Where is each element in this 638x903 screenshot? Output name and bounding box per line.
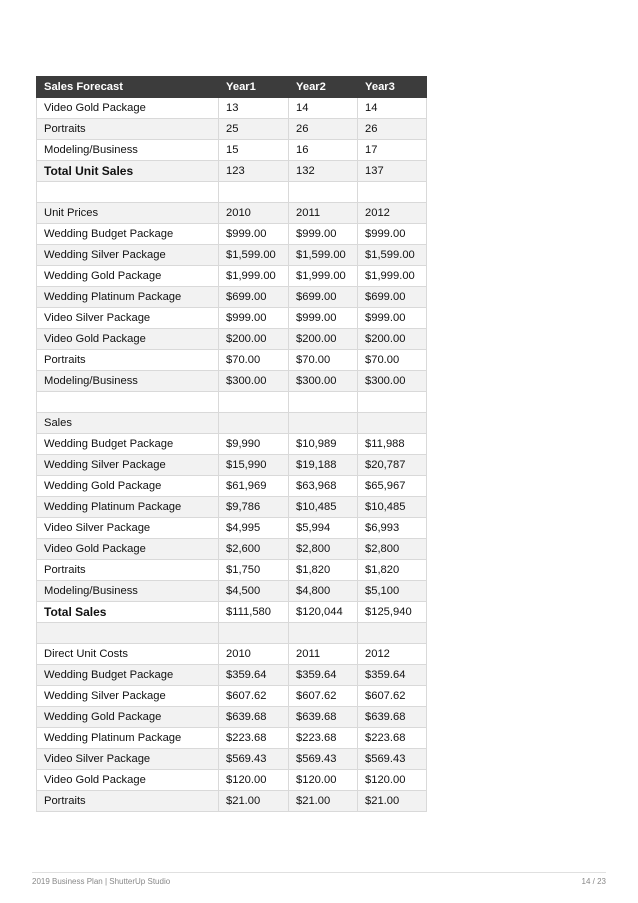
- value-cell: $569.43: [358, 749, 427, 770]
- value-cell: $20,787: [358, 455, 427, 476]
- value-cell: $223.68: [219, 728, 289, 749]
- value-cell: $223.68: [289, 728, 358, 749]
- value-cell: $999.00: [219, 224, 289, 245]
- table-row: [37, 140, 427, 161]
- value-cell: $699.00: [289, 287, 358, 308]
- row-label-cell: Video Gold Package: [37, 770, 219, 791]
- value-cell: [358, 623, 427, 644]
- row-label-cell: Wedding Platinum Package: [37, 497, 219, 518]
- page-footer: [32, 872, 606, 886]
- value-cell: $11,988: [358, 434, 427, 455]
- value-cell: $999.00: [289, 308, 358, 329]
- value-cell: $1,599.00: [219, 245, 289, 266]
- table-row: [37, 770, 427, 791]
- value-cell: $6,993: [358, 518, 427, 539]
- table-row: [37, 581, 427, 602]
- value-cell: 14: [289, 98, 358, 119]
- value-cell: $21.00: [358, 791, 427, 812]
- table-row: [37, 791, 427, 812]
- row-label-cell: [37, 182, 219, 203]
- value-cell: $1,820: [358, 560, 427, 581]
- row-label-cell: Wedding Budget Package: [37, 224, 219, 245]
- header-cell-label: Sales Forecast: [37, 77, 219, 98]
- table-row: [37, 98, 427, 119]
- row-label-cell: Wedding Platinum Package: [37, 728, 219, 749]
- row-label-cell: Video Silver Package: [37, 518, 219, 539]
- table-row: [37, 203, 427, 224]
- row-label-cell: Sales: [37, 413, 219, 434]
- row-label-cell: Video Gold Package: [37, 329, 219, 350]
- table-row: [37, 371, 427, 392]
- value-cell: [219, 392, 289, 413]
- table-row: [37, 161, 427, 182]
- row-label-cell: Portraits: [37, 791, 219, 812]
- table-header: [37, 77, 427, 98]
- value-cell: $4,995: [219, 518, 289, 539]
- value-cell: 26: [358, 119, 427, 140]
- value-cell: $5,994: [289, 518, 358, 539]
- value-cell: $699.00: [358, 287, 427, 308]
- value-cell: $9,990: [219, 434, 289, 455]
- value-cell: $300.00: [219, 371, 289, 392]
- value-cell: $200.00: [358, 329, 427, 350]
- table-row: [37, 665, 427, 686]
- row-label-cell: Modeling/Business: [37, 581, 219, 602]
- row-label-cell: Wedding Budget Package: [37, 665, 219, 686]
- row-label-cell: Modeling/Business: [37, 140, 219, 161]
- value-cell: [219, 413, 289, 434]
- value-cell: $125,940: [358, 602, 427, 623]
- value-cell: $639.68: [289, 707, 358, 728]
- table-row: [37, 749, 427, 770]
- value-cell: $4,500: [219, 581, 289, 602]
- row-label-cell: Wedding Gold Package: [37, 476, 219, 497]
- value-cell: $2,600: [219, 539, 289, 560]
- table-row: [37, 413, 427, 434]
- value-cell: $300.00: [358, 371, 427, 392]
- footer-document-title: 2019 Business Plan | ShutterUp Studio: [32, 877, 171, 886]
- value-cell: $120,044: [289, 602, 358, 623]
- row-label-cell: Wedding Silver Package: [37, 455, 219, 476]
- value-cell: 132: [289, 161, 358, 182]
- value-cell: $1,999.00: [289, 266, 358, 287]
- value-cell: 17: [358, 140, 427, 161]
- value-cell: $10,485: [289, 497, 358, 518]
- value-cell: $999.00: [358, 308, 427, 329]
- value-cell: $65,967: [358, 476, 427, 497]
- value-cell: $359.64: [289, 665, 358, 686]
- row-label-cell: [37, 392, 219, 413]
- row-label-cell: Wedding Gold Package: [37, 707, 219, 728]
- row-label-cell: Wedding Silver Package: [37, 245, 219, 266]
- row-label-cell: Total Unit Sales: [37, 161, 219, 182]
- value-cell: $699.00: [219, 287, 289, 308]
- table-row: [37, 602, 427, 623]
- value-cell: $4,800: [289, 581, 358, 602]
- value-cell: $1,999.00: [358, 266, 427, 287]
- value-cell: $63,968: [289, 476, 358, 497]
- value-cell: 2010: [219, 203, 289, 224]
- header-cell-year1: Year1: [219, 77, 289, 98]
- value-cell: $70.00: [358, 350, 427, 371]
- table-row: [37, 308, 427, 329]
- row-label-cell: Wedding Silver Package: [37, 686, 219, 707]
- value-cell: $569.43: [289, 749, 358, 770]
- row-label-cell: Modeling/Business: [37, 371, 219, 392]
- table-row: [37, 455, 427, 476]
- row-label-cell: Direct Unit Costs: [37, 644, 219, 665]
- table-body: [37, 98, 427, 812]
- value-cell: $5,100: [358, 581, 427, 602]
- row-label-cell: Portraits: [37, 119, 219, 140]
- table-row: [37, 476, 427, 497]
- value-cell: $1,999.00: [219, 266, 289, 287]
- value-cell: $607.62: [358, 686, 427, 707]
- row-label-cell: Video Gold Package: [37, 539, 219, 560]
- row-label-cell: Wedding Budget Package: [37, 434, 219, 455]
- value-cell: [289, 623, 358, 644]
- table-row: [37, 182, 427, 203]
- value-cell: $15,990: [219, 455, 289, 476]
- value-cell: 26: [289, 119, 358, 140]
- value-cell: [358, 413, 427, 434]
- table-row: [37, 644, 427, 665]
- header-cell-year2: Year2: [289, 77, 358, 98]
- value-cell: 137: [358, 161, 427, 182]
- table-row: [37, 329, 427, 350]
- value-cell: $359.64: [219, 665, 289, 686]
- value-cell: 25: [219, 119, 289, 140]
- value-cell: $120.00: [289, 770, 358, 791]
- value-cell: 2010: [219, 644, 289, 665]
- table-row: [37, 560, 427, 581]
- value-cell: [289, 182, 358, 203]
- value-cell: 2012: [358, 203, 427, 224]
- table-row: [37, 287, 427, 308]
- value-cell: $639.68: [219, 707, 289, 728]
- value-cell: $1,750: [219, 560, 289, 581]
- value-cell: $9,786: [219, 497, 289, 518]
- table-row: [37, 350, 427, 371]
- table-row: [37, 224, 427, 245]
- value-cell: $111,580: [219, 602, 289, 623]
- value-cell: $1,820: [289, 560, 358, 581]
- row-label-cell: Unit Prices: [37, 203, 219, 224]
- value-cell: 123: [219, 161, 289, 182]
- value-cell: 14: [358, 98, 427, 119]
- table-row: [37, 392, 427, 413]
- row-label-cell: Wedding Gold Package: [37, 266, 219, 287]
- value-cell: $2,800: [289, 539, 358, 560]
- header-row: [37, 77, 427, 98]
- row-label-cell: [37, 623, 219, 644]
- value-cell: [219, 623, 289, 644]
- value-cell: $999.00: [358, 224, 427, 245]
- row-label-cell: Wedding Platinum Package: [37, 287, 219, 308]
- header-cell-year3: Year3: [358, 77, 427, 98]
- value-cell: 13: [219, 98, 289, 119]
- value-cell: [358, 392, 427, 413]
- value-cell: $10,989: [289, 434, 358, 455]
- value-cell: $21.00: [219, 791, 289, 812]
- table-row: [37, 245, 427, 266]
- table-row: [37, 707, 427, 728]
- value-cell: $639.68: [358, 707, 427, 728]
- value-cell: 15: [219, 140, 289, 161]
- value-cell: $2,800: [358, 539, 427, 560]
- value-cell: $223.68: [358, 728, 427, 749]
- value-cell: $300.00: [289, 371, 358, 392]
- footer-page-number: 14 / 23: [581, 877, 606, 886]
- value-cell: $359.64: [358, 665, 427, 686]
- value-cell: 2012: [358, 644, 427, 665]
- value-cell: 2011: [289, 644, 358, 665]
- value-cell: $569.43: [219, 749, 289, 770]
- row-label-cell: Total Sales: [37, 602, 219, 623]
- table-row: [37, 119, 427, 140]
- value-cell: 16: [289, 140, 358, 161]
- value-cell: $120.00: [358, 770, 427, 791]
- row-label-cell: Portraits: [37, 350, 219, 371]
- value-cell: $19,188: [289, 455, 358, 476]
- value-cell: $200.00: [219, 329, 289, 350]
- value-cell: [358, 182, 427, 203]
- table-row: [37, 686, 427, 707]
- value-cell: $999.00: [289, 224, 358, 245]
- row-label-cell: Video Silver Package: [37, 749, 219, 770]
- value-cell: $999.00: [219, 308, 289, 329]
- table-row: [37, 728, 427, 749]
- value-cell: [289, 413, 358, 434]
- table-row: [37, 434, 427, 455]
- value-cell: $10,485: [358, 497, 427, 518]
- value-cell: [289, 392, 358, 413]
- value-cell: $607.62: [219, 686, 289, 707]
- row-label-cell: Video Gold Package: [37, 98, 219, 119]
- value-cell: $120.00: [219, 770, 289, 791]
- value-cell: $70.00: [289, 350, 358, 371]
- value-cell: $21.00: [289, 791, 358, 812]
- table-row: [37, 497, 427, 518]
- value-cell: $200.00: [289, 329, 358, 350]
- value-cell: $1,599.00: [289, 245, 358, 266]
- table-row: [37, 539, 427, 560]
- table-row: [37, 518, 427, 539]
- table-row: [37, 266, 427, 287]
- sales-forecast-table: [36, 76, 427, 812]
- table-row: [37, 623, 427, 644]
- value-cell: $1,599.00: [358, 245, 427, 266]
- row-label-cell: Video Silver Package: [37, 308, 219, 329]
- value-cell: 2011: [289, 203, 358, 224]
- value-cell: $61,969: [219, 476, 289, 497]
- value-cell: $70.00: [219, 350, 289, 371]
- value-cell: $607.62: [289, 686, 358, 707]
- row-label-cell: Portraits: [37, 560, 219, 581]
- value-cell: [219, 182, 289, 203]
